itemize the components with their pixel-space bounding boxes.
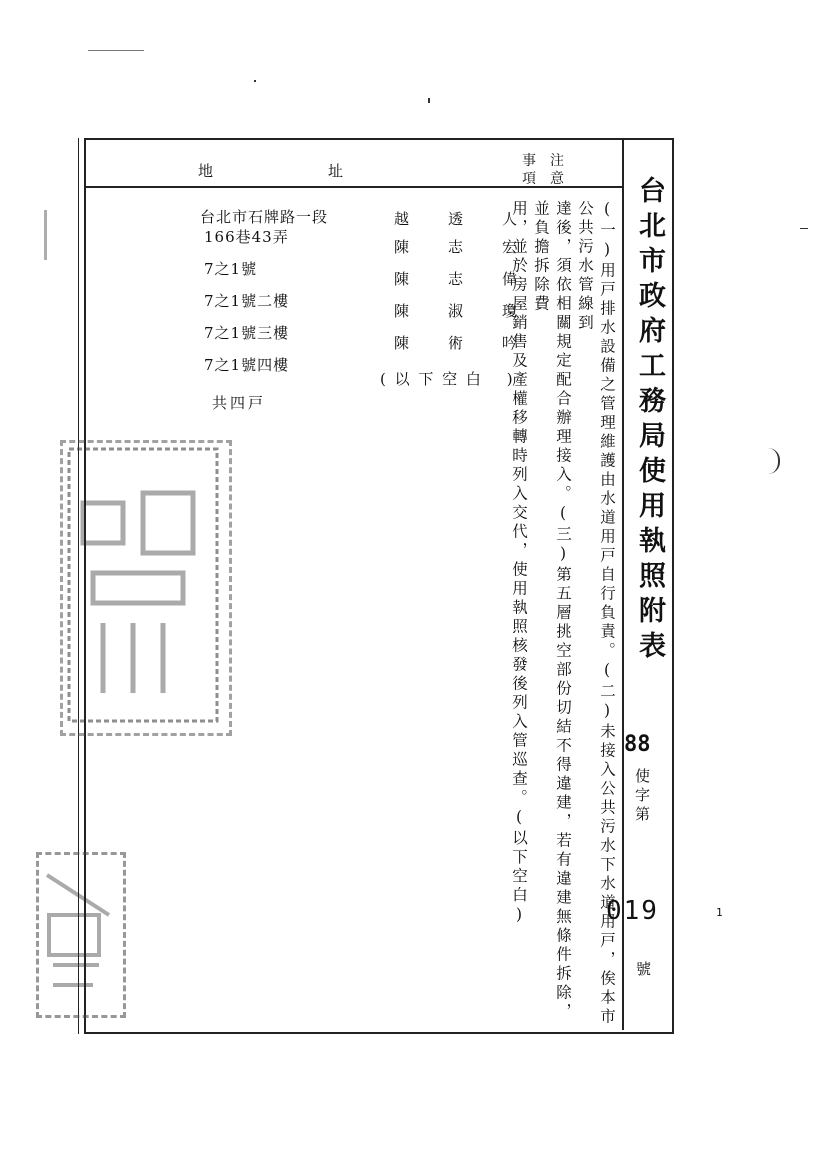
- address-line-2: 166巷43弄: [204, 228, 289, 246]
- document-title: 台北市政府工務局使用執照附表: [634, 176, 665, 666]
- owner-name: 陳 志 偉: [394, 270, 521, 288]
- scan-speck: [800, 228, 808, 229]
- header-notes-top: 事 注: [522, 153, 564, 169]
- owners-end-marker: ( 以 下 空 白 ): [380, 370, 515, 388]
- owner-name: 陳 術 吟: [394, 334, 521, 352]
- note-line: (一)用戸排水設備之管理維護由水道用戸自行負責。(二)未接入公共污水下水道用戸，俟本市公共污水管線到: [576, 200, 616, 1027]
- owner-name: 越 透 人: [394, 210, 521, 228]
- address-item: 7之1號三樓: [204, 324, 290, 342]
- address-item: 7之1號: [204, 260, 258, 278]
- owner-name: 陳 淑 瓊: [394, 302, 521, 320]
- binding-mark: [768, 448, 780, 474]
- scan-mark: [88, 50, 144, 51]
- permit-year: 88: [624, 732, 651, 757]
- official-seal-stamp: [60, 440, 232, 736]
- official-seal-stamp-2: [36, 852, 126, 1018]
- address-line-1: 台北市石牌路一段: [200, 208, 329, 226]
- notes-block: [508, 200, 618, 1030]
- header-address-1: 地: [198, 162, 214, 180]
- margin-page-mark: 1: [716, 906, 723, 919]
- address-item: 7之1號四樓: [204, 356, 290, 374]
- note-line: 達後，須依相關規定配合辦理接入。(三)第五層挑空部份切結不得違建，若有違建無條件拆除，並負擔拆除費: [532, 200, 572, 1022]
- header-notes-bottom: 項 意: [522, 171, 564, 187]
- permit-type: 使字第: [633, 768, 651, 825]
- address-total: 共四戸: [212, 394, 267, 412]
- header-address-2: 址: [328, 162, 344, 180]
- permit-suffix: 號: [636, 960, 652, 978]
- scan-speck: [428, 98, 430, 103]
- permit-number: 019: [606, 896, 659, 926]
- scan-speck: [254, 80, 256, 82]
- address-item: 7之1號二樓: [204, 292, 290, 310]
- owner-name: 陳 志 宏: [394, 238, 521, 256]
- scan-speck: [44, 210, 47, 260]
- note-line: 用，並於房屋銷售及產權移轉時列入交代，使用執照核發後列入管巡查。(以下空白): [510, 200, 528, 927]
